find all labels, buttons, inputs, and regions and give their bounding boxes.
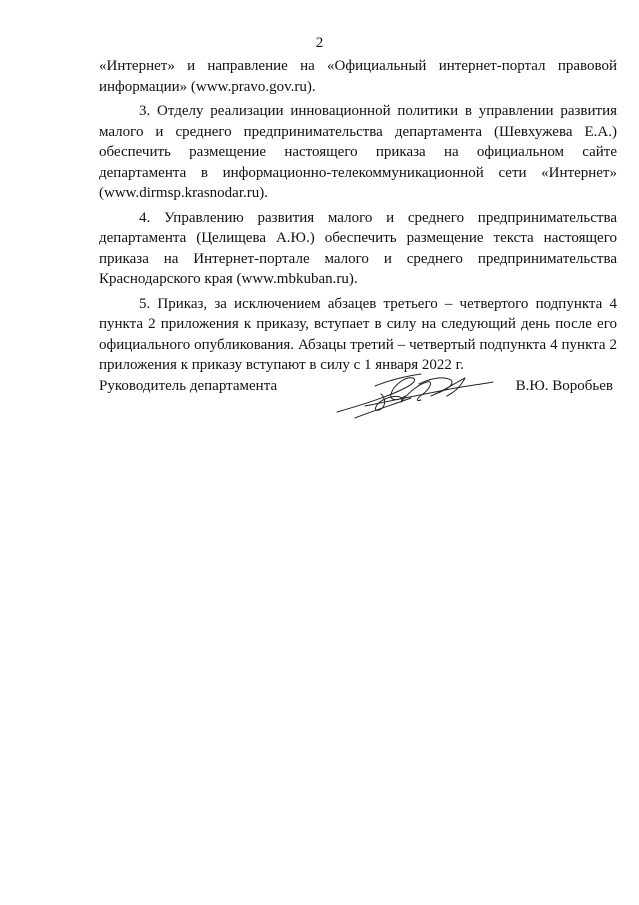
- paragraph-item-3: 3. Отделу реализации инновационной политики в управлении развития малого и среднего предпринимательства департамента (Шевхужева Е.А.) обеспечить размещение настоящего приказа на официальном сайте департамента в информационно-телекоммуникационной сети «Интернет» (www.dirmsp.krasnodar.ru).: [99, 103, 617, 201]
- paragraph-continuation: «Интернет» и направление на «Официальный интернет-портал правовой информации» (www.pravo.gov.ru).: [99, 58, 617, 95]
- page-number: 2: [315, 35, 324, 51]
- signatory-title: Руководитель департамента: [99, 378, 278, 394]
- paragraph-item-5: 5. Приказ, за исключением абзацев третьего – четвертого подпункта 4 пункта 2 приложения к приказу, вступает в силу на следующий день после его официального опубликования. Абзацы третий – четвертый подпункта 4 пункта 2 приложения к приказу вступают в силу с 1 января 2022 г.: [99, 295, 617, 373]
- signatory-name: В.Ю. Воробьев: [515, 378, 613, 394]
- paragraph-item-4: 4. Управлению развития малого и среднего предпринимательства департамента (Целищева А.Ю.) обеспечить размещение текста настоящего приказа на Интернет-портале малого и среднего предпринимательства Краснодарского края (www.mbkuban.ru).: [99, 209, 617, 287]
- handwritten-signature-icon: [335, 366, 495, 424]
- document-body: [99, 56, 617, 380]
- signature-block: [99, 366, 617, 426]
